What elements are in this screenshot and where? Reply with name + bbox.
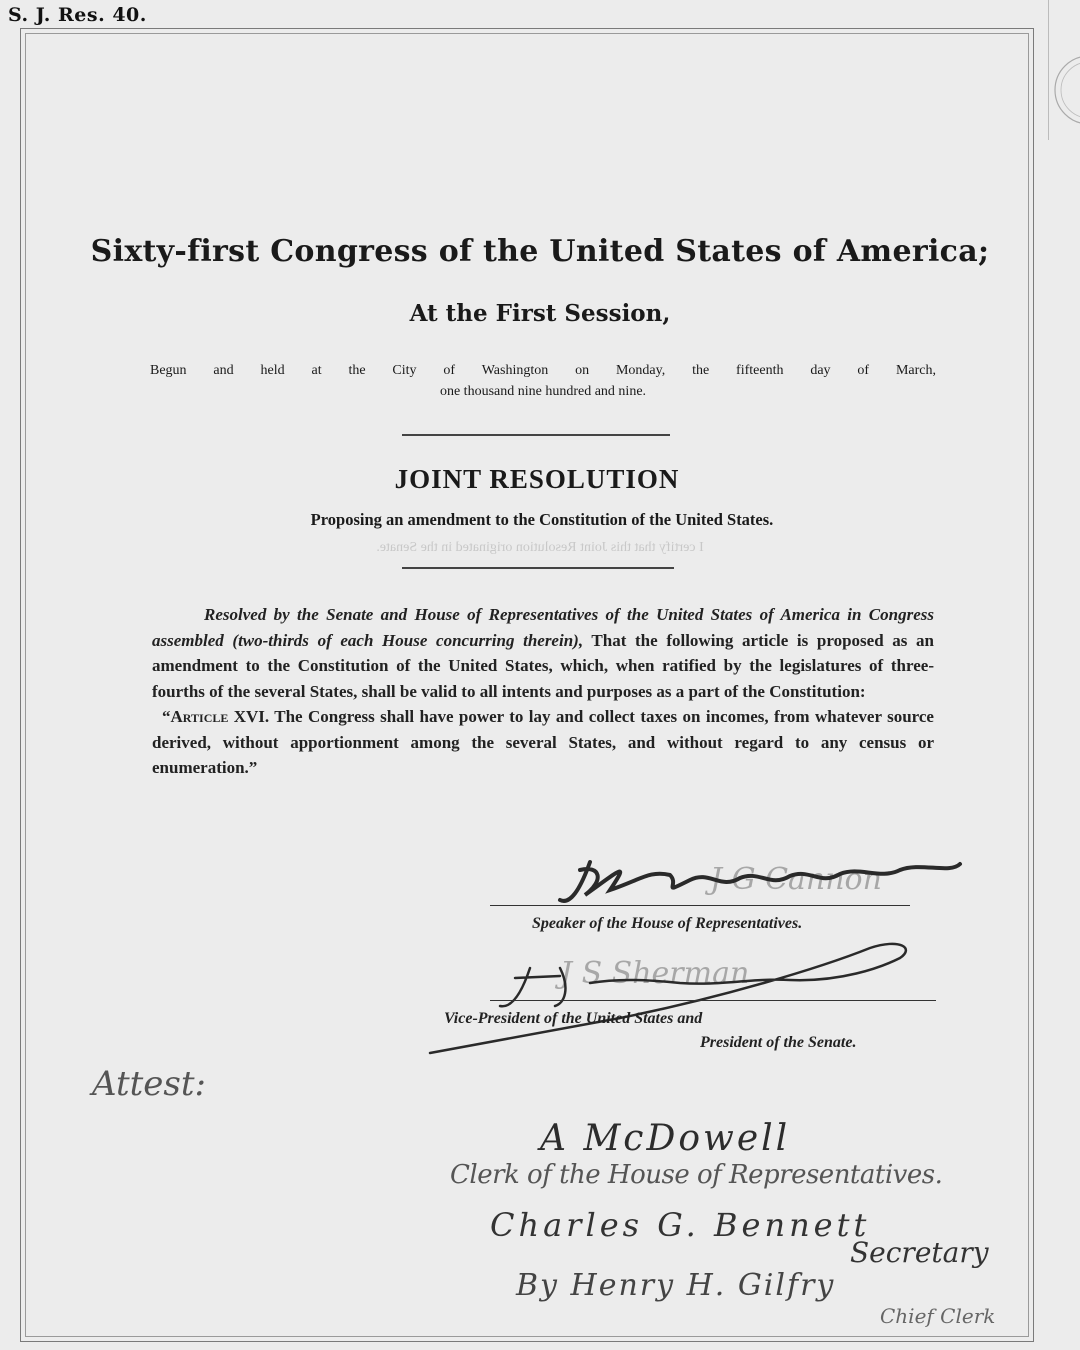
bleed-through-text: I certify that this Joint Resolution originated in the Senate. xyxy=(376,540,704,555)
resolution-number: S. J. Res. 40. xyxy=(8,4,147,26)
divider-rule-bottom xyxy=(402,567,674,569)
resolved-text: That the following article is proposed as an amendment to the Constitution of the United States, which, when ratified by the legislatures of three-fourths of the several States, shall be valid to all intents and purposes as a part of the Constitution: xyxy=(152,630,935,701)
joint-resolution-heading: JOINT RESOLUTION xyxy=(394,464,680,494)
congress-title: Sixty-first Congress of the United States of America; xyxy=(90,234,990,269)
article-text: The Congress shall have power to lay and collect taxes on incomes, from whatever source derived, without apportionment among the several States, and without regard to any census or enumeration.” xyxy=(152,707,934,777)
secretary-signature: Charles G. Bennett xyxy=(490,1206,871,1244)
article-paragraph xyxy=(152,704,934,781)
speaker-signature xyxy=(560,850,980,910)
speaker-signature-line xyxy=(490,905,910,906)
divider-rule-top xyxy=(402,434,670,436)
article-label: Article XVI. xyxy=(170,707,270,726)
joint-resolution-subheading: Proposing an amendment to the Constitution of the United States. xyxy=(310,510,774,529)
vp-caption-line-2: President of the Senate. xyxy=(700,1034,857,1051)
session-title: At the First Session, xyxy=(409,300,671,327)
secretary-title: Secretary xyxy=(850,1236,989,1269)
speaker-caption: Speaker of the House of Representatives. xyxy=(532,915,803,932)
session-dateline xyxy=(150,360,936,402)
vp-caption-line-1: Vice-President of the United States and xyxy=(444,1010,703,1027)
dateline-line-2: one thousand nine hundred and nine. xyxy=(439,384,647,399)
speaker-signature-text: J G Cannon xyxy=(710,862,882,897)
by-line: By Henry H. Gilfry xyxy=(516,1268,836,1303)
clerk-title: Clerk of the House of Representatives. xyxy=(450,1160,943,1190)
clerk-signature: A McDowell xyxy=(540,1118,791,1159)
resolution-body xyxy=(152,602,934,781)
resolved-paragraph xyxy=(152,602,934,704)
vp-signature-text: J S Sherman xyxy=(560,956,750,991)
dateline-line-1: Begun and held at the City of Washington on Monday, the fifteenth day of March, xyxy=(150,363,936,378)
article-open-quote: “ xyxy=(162,707,171,726)
chief-clerk-title: Chief Clerk xyxy=(880,1304,996,1328)
resolved-clause: Resolved by the Senate and House of Representatives of the United States of America in Congress assembled (two-thirds of each House concurring therein), xyxy=(152,605,934,650)
attest-label: Attest: xyxy=(92,1064,206,1104)
vp-signature-line xyxy=(490,1000,936,1001)
archive-stamp-mark xyxy=(1049,0,1080,140)
archive-stamp xyxy=(1048,0,1080,140)
